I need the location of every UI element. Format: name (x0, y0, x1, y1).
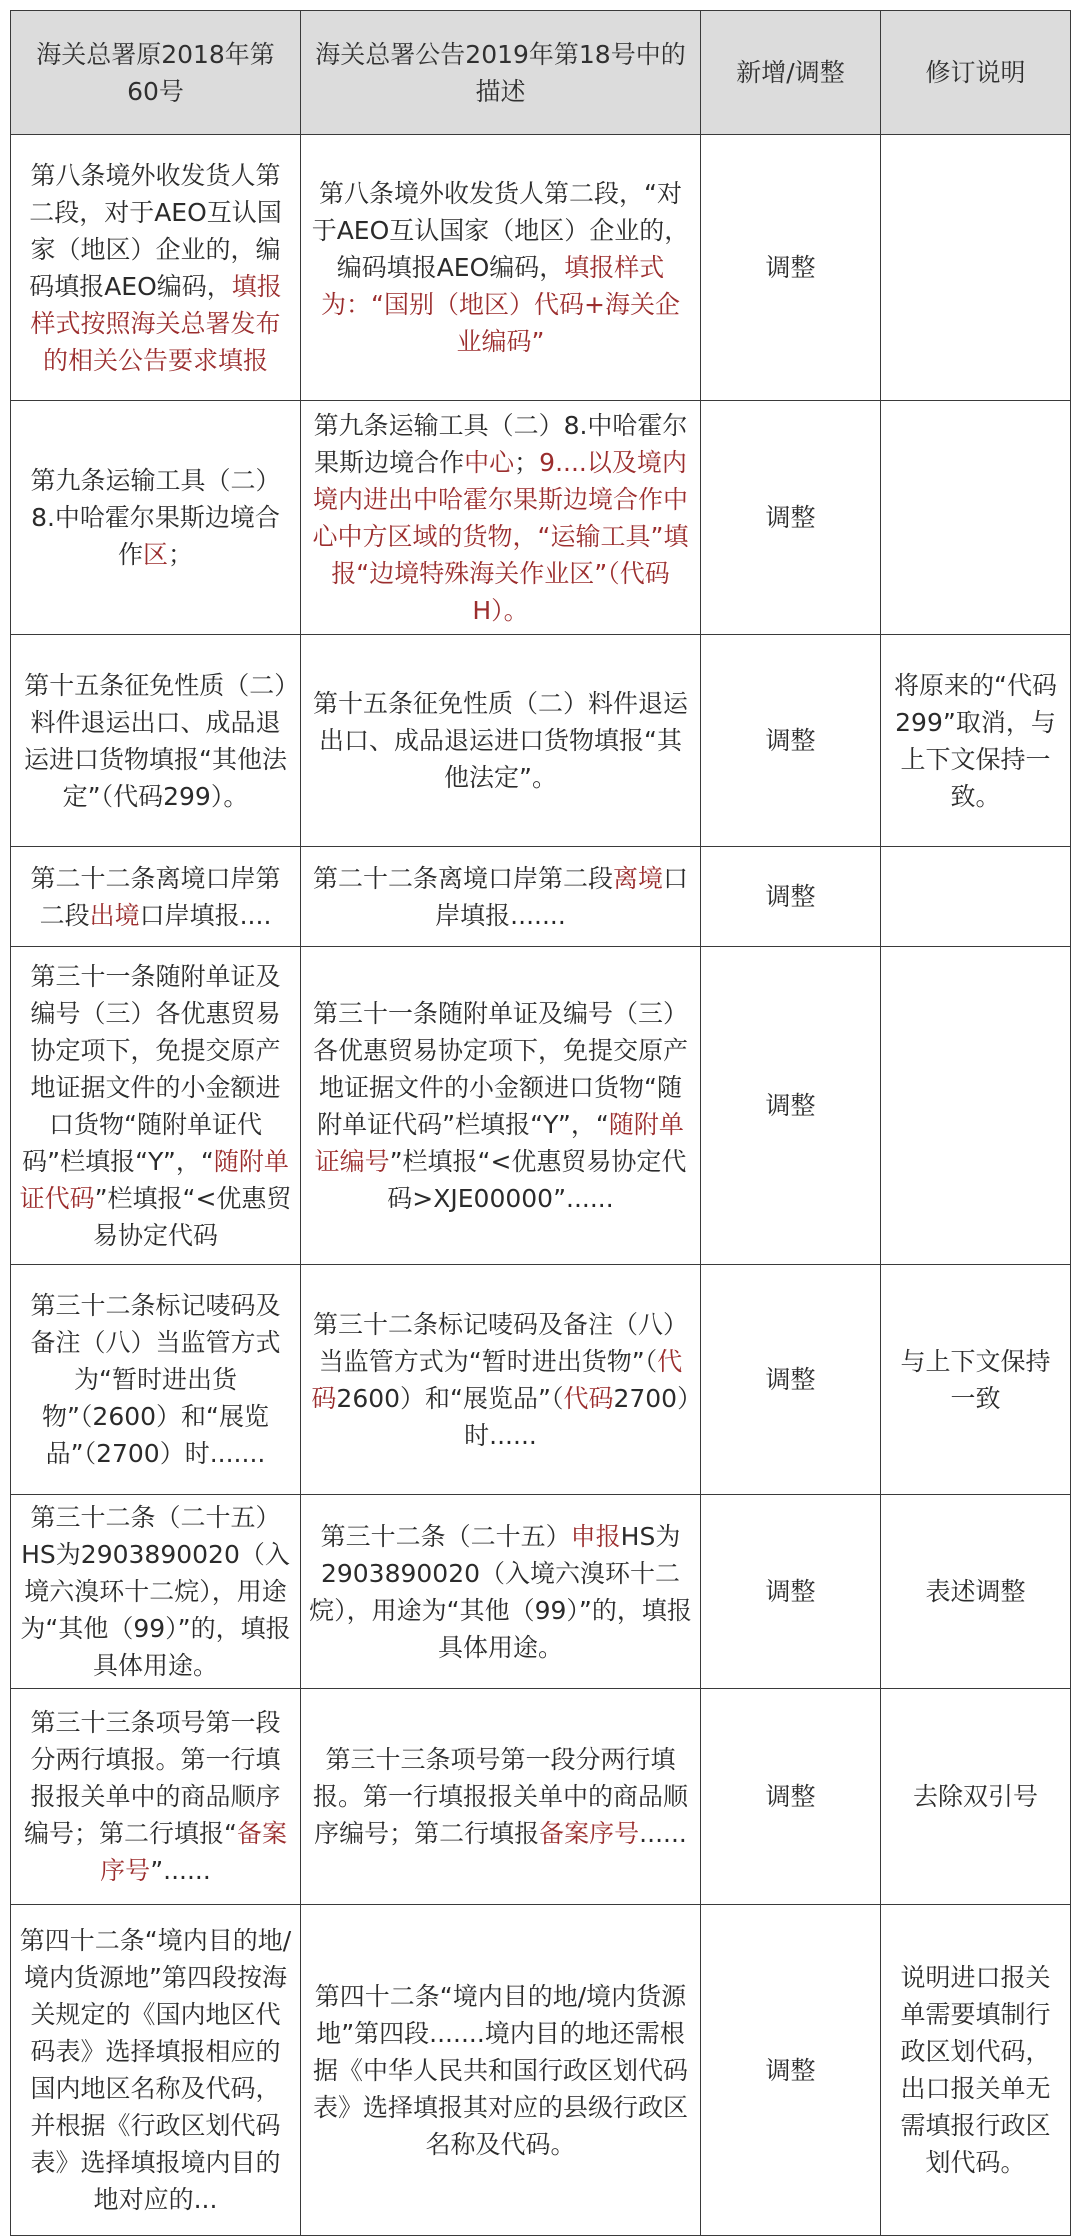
revision-note-cell (881, 135, 1071, 401)
change-type-cell: 调整 (701, 1265, 881, 1495)
cell-text: ”栏填报“<优惠贸易协定代码 (92, 1183, 292, 1250)
header-change-type: 新增/调整 (701, 11, 881, 135)
cell-text: 第十五条征免性质（二）料件退运出口、成品退运进口货物填报“其他法定”（代码299）。 (24, 670, 287, 811)
highlighted-text: 申报 (570, 1521, 621, 1551)
change-type-cell: 调整 (701, 847, 881, 947)
change-type-cell: 调整 (701, 401, 881, 635)
cell-text: ； (514, 447, 540, 477)
revision-note-cell: 说明进口报关单需要填制行政区划代码，出口报关单无需填报行政区划代码。 (881, 1905, 1071, 2236)
table-row (11, 1905, 1071, 2236)
cell-text: 第三十二条（二十五）HS为2903890020（入境六溴环十二烷），用途为“其他（99）”的，填报具体用途。 (20, 1503, 291, 1680)
highlighted-text: 备案序号 (539, 1819, 640, 1848)
cell-text: 2700）时...... (464, 1383, 690, 1450)
new-text-cell (301, 1495, 701, 1689)
table-row (11, 1265, 1071, 1495)
cell-text: 第三十三条项号第一段分两行填报。第一行填报报关单中的商品顺序编号；第二行填报 (312, 1745, 688, 1848)
change-type-cell: 调整 (701, 1495, 881, 1689)
revision-note-cell: 表述调整 (881, 1495, 1071, 1689)
new-text-cell (301, 1905, 701, 2236)
highlighted-text: 出境 (89, 900, 140, 930)
table-row (11, 1495, 1071, 1689)
highlighted-text: 9....以及境内境内进出中哈霍尔果斯边境合作中心中方区域的货物，“运输工具”填报“边境特殊海关作业区”（代码H）。 (312, 447, 689, 625)
cell-text: 第四十二条“境内目的地/境内货源地”第四段.......境内目的地还需根据《中华人民共和国行政区划代码表》选择填报其对应的县级行政区名称及代码。 (312, 1981, 688, 2159)
header-row (11, 11, 1071, 135)
cell-text: 第四十二条“境内目的地/境内货源地”第四段按海关规定的《国内地区代码表》选择填报相应的国内地区名称及代码，并根据《行政区划代码表》选择填报境内目的地对应的... (19, 1926, 292, 2214)
original-text-cell (11, 1905, 301, 2236)
change-type-cell: 调整 (701, 135, 881, 401)
original-text-cell (11, 135, 301, 401)
cell-text: 口岸填报....... (435, 863, 689, 930)
new-text-cell (301, 1689, 701, 1905)
cell-text: 第三十二条标记唛码及备注（八）当监管方式为“暂时进出货物”（2600）和“展览品”（2700）时....... (30, 1291, 281, 1468)
cell-text: 第九条运输工具（二）8.中哈霍尔果斯边境合作 (30, 466, 281, 569)
cell-text: 第八条境外收发货人第二段，对于AEO互认国家（地区）企业的，编码填报AEO编码， (29, 160, 282, 301)
cell-text: 第十五条征免性质（二）料件退运出口、成品退运进口货物填报“其他法定”。 (312, 689, 688, 792)
cell-text: ”栏填报“<优惠贸易协定代码>XJE00000”...... (387, 1146, 687, 1213)
change-type-cell: 调整 (701, 635, 881, 847)
change-type-cell: 调整 (701, 1689, 881, 1905)
revision-note-cell: 将原来的“代码299”取消，与上下文保持一致。 (881, 635, 1071, 847)
highlighted-text: 填报样式为：“国别（地区）代码+海关企业编码” (321, 253, 680, 356)
new-text-cell (301, 847, 701, 947)
highlighted-text: 备案序号 (100, 1819, 287, 1885)
revision-note-cell (881, 947, 1071, 1265)
revision-note-cell (881, 401, 1071, 635)
new-text-cell (301, 635, 701, 847)
table-row (11, 1689, 1071, 1905)
cell-text: 第二十二条离境口岸第二段 (312, 863, 613, 893)
highlighted-text: 随附单证编号 (314, 1109, 684, 1176)
original-text-cell (11, 635, 301, 847)
cell-text: 口岸填报.... (139, 900, 272, 930)
cell-text: 第二十二条离境口岸第二段 (30, 863, 281, 930)
revision-note-cell (881, 847, 1071, 947)
revision-note-cell: 与上下文保持一致 (881, 1265, 1071, 1495)
original-text-cell (11, 401, 301, 635)
table-row (11, 847, 1071, 947)
cell-text: 第三十一条随附单证及编号（三）各优惠贸易协定项下，免提交原产地证据文件的小金额进口货物“随附单证代码”栏填报“Y”，“ (312, 998, 688, 1139)
cell-text: 第八条境外收发货人第二段，“对于AEO互认国家（地区）企业的，编码填报AEO编码， (311, 179, 690, 282)
table-row (11, 135, 1071, 401)
highlighted-text: 离境 (612, 863, 663, 893)
original-text-cell (11, 947, 301, 1265)
cell-text: 第三十二条标记唛码及备注（八）当监管方式为“暂时进出货物”（ (312, 1309, 688, 1376)
table-row (11, 947, 1071, 1265)
original-text-cell (11, 1265, 301, 1495)
table-row (11, 401, 1071, 635)
new-text-cell (301, 135, 701, 401)
revision-table (10, 10, 1071, 2236)
new-text-cell (301, 1265, 701, 1495)
cell-text: ； (168, 540, 194, 569)
revision-note-cell: 去除双引号 (881, 1689, 1071, 1905)
cell-text: 第三十二条（二十五） (320, 1521, 571, 1551)
original-text-cell (11, 1495, 301, 1689)
new-text-cell (301, 947, 701, 1265)
cell-text: ...... (639, 1819, 687, 1848)
highlighted-text: 随附单证代码 (19, 1146, 289, 1213)
table-row (11, 635, 1071, 847)
cell-text: 第三十三条项号第一段分两行填报。第一行填报报关单中的商品顺序编号；第二行填报“ (24, 1708, 281, 1848)
new-text-cell (301, 401, 701, 635)
original-text-cell (11, 847, 301, 947)
cell-text: HS为2903890020（入境六溴环十二烷），用途为“其他（99）”的，填报具体用途。 (309, 1521, 692, 1662)
cell-text: 第九条运输工具（二）8.中哈霍尔果斯边境合作 (313, 410, 688, 477)
change-type-cell: 调整 (701, 947, 881, 1265)
highlighted-text: 代码 (311, 1346, 683, 1413)
cell-text: ”...... (150, 1856, 211, 1885)
highlighted-text: 代码 (563, 1383, 614, 1413)
highlighted-text: 中心 (464, 447, 515, 477)
change-type-cell: 调整 (701, 1905, 881, 2236)
highlighted-text: 填报样式按照海关总署发布的相关公告要求填报 (30, 271, 282, 375)
header-new-description: 海关总署公告2019年第18号中的描述 (301, 11, 701, 135)
highlighted-text: 区 (142, 540, 168, 569)
header-revision-note: 修订说明 (881, 11, 1071, 135)
original-text-cell (11, 1689, 301, 1905)
cell-text: 2600）和“展览品”（ (336, 1383, 564, 1413)
header-original: 海关总署原2018年第60号 (11, 11, 301, 135)
cell-text: 第三十一条随附单证及编号（三）各优惠贸易协定项下，免提交原产地证据文件的小金额进口货物“随附单证代码”栏填报“Y”，“ (22, 961, 281, 1176)
